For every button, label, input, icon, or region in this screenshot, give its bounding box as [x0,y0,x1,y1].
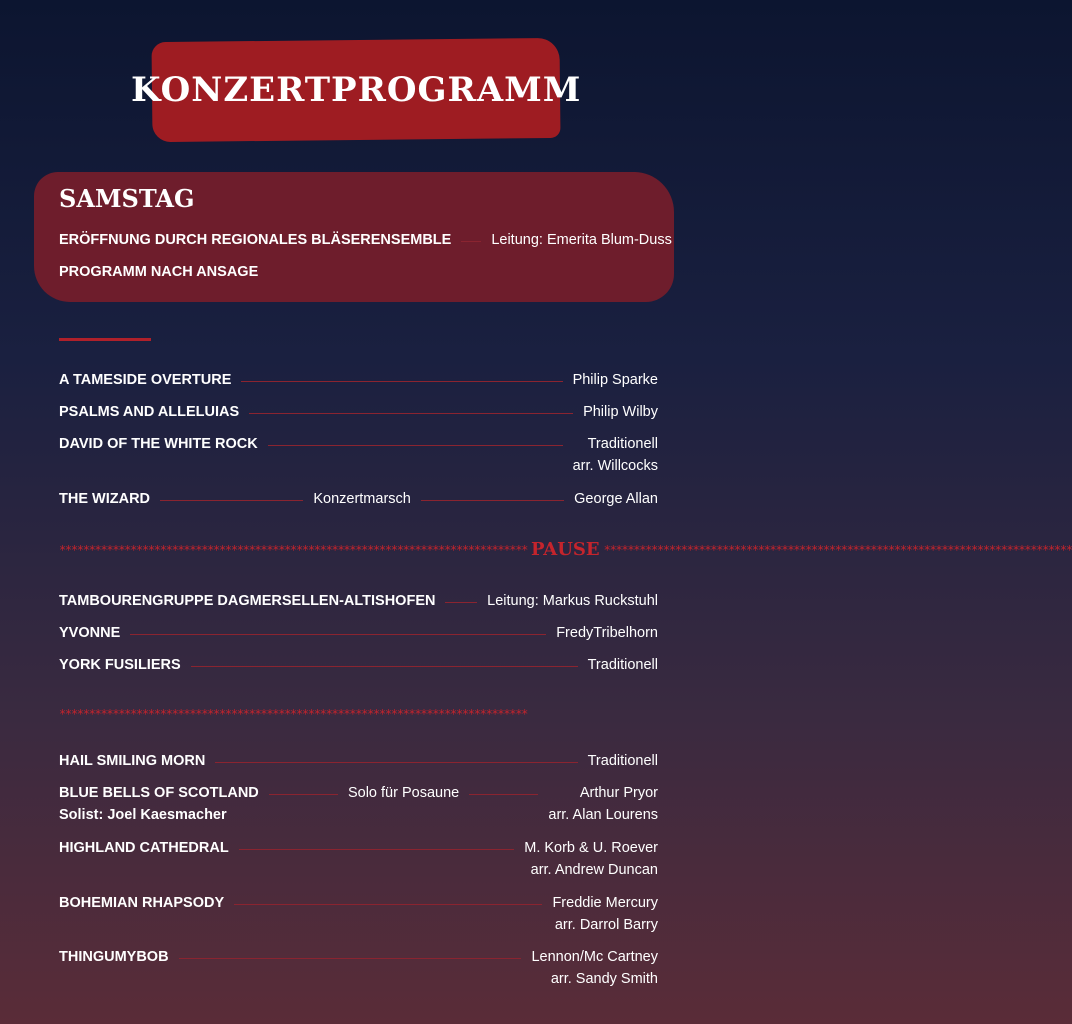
program-row [59,369,658,391]
piece-title: THE WIZARD [59,491,151,507]
leader-line [268,445,563,446]
program-row [59,837,658,881]
arranger: arr. Andrew Duncan [530,862,658,878]
piece-title: YVONNE [59,625,121,641]
arranger: arr. Willcocks [572,458,658,474]
piece-title: BOHEMIAN RHAPSODY [59,895,225,911]
composer: Lennon/Mc Cartney [531,949,658,965]
piece-title: DAVID OF THE WHITE ROCK [59,436,258,452]
leader-line [239,849,515,850]
program-row [59,261,658,283]
piece-genre: Konzertmarsch [313,491,411,507]
program-row [59,892,658,936]
star-row-left: ******************************************************************************* [59,543,528,557]
piece-title-block [59,782,259,826]
piece-credit [548,782,658,826]
piece-credit: Leitung: Markus Ruckstuhl [487,593,658,609]
leader-line [179,958,522,959]
piece-title: PROGRAMM NACH ANSAGE [59,264,259,280]
piece-genre: Solo für Posaune [347,785,460,801]
program-row [59,488,658,510]
leader-line [249,413,573,414]
leader-line [445,602,477,603]
piece-title: A TAMESIDE OVERTURE [59,372,232,388]
pause-label: PAUSE [531,539,600,560]
piece-credit: George Allan [574,491,658,507]
star-row-right: ******************************************************************************* [603,543,1072,557]
piece-title: HAIL SMILING MORN [59,753,206,769]
piece-title: ERÖFFNUNG DURCH REGIONALES BLÄSERENSEMBLE [59,232,452,248]
piece-title: THINGUMYBOB [59,949,169,965]
piece-title: PSALMS AND ALLELUIAS [59,404,240,420]
program-row [59,750,658,772]
piece-title: HIGHLAND CATHEDRAL [59,840,229,856]
title-banner [130,38,582,142]
arranger: arr. Alan Lourens [548,807,659,823]
piece-credit [524,837,658,881]
page-title: KONZERTPROGRAMM [130,69,582,110]
leader-line [469,794,538,795]
leader-line [191,666,578,667]
piece-credit [531,946,658,990]
piece-credit: Philip Sparke [572,372,658,388]
star-divider [59,707,658,721]
program-row [59,946,658,990]
piece-title: BLUE BELLS OF SCOTLAND [59,785,259,801]
program-row [59,229,672,251]
piece-credit: FredyTribelhorn [556,625,658,641]
star-row: ******************************************************************************* [59,707,528,721]
program-row [59,401,658,423]
piece-credit: Traditionell [587,657,658,673]
program-row [59,433,658,477]
piece-credit: Leitung: Emerita Blum-Duss [491,232,672,248]
arranger: arr. Darrol Barry [554,917,658,933]
composer: M. Korb & U. Roever [524,840,658,856]
piece-credit [573,433,658,477]
leader-line [130,634,546,635]
piece-title: YORK FUSILIERS [59,657,181,673]
leader-line [461,241,481,242]
program-row [59,622,658,644]
composer: Arthur Pryor [579,785,659,801]
pause-divider [59,539,1072,560]
leader-line [421,500,564,501]
leader-line [160,500,303,501]
piece-credit [552,892,658,936]
leader-line [215,762,577,763]
composer: Traditionell [587,436,658,452]
arranger: arr. Sandy Smith [550,971,658,987]
soloist: Solist: Joel Kaesmacher [59,807,227,823]
leader-line [241,381,562,382]
leader-line [234,904,542,905]
program-row [59,654,658,676]
piece-credit: Traditionell [587,753,658,769]
saturday-heading: SAMSTAG [59,184,195,213]
leader-line [269,794,338,795]
piece-title: TAMBOURENGRUPPE DAGMERSELLEN-ALTISHOFEN [59,593,436,609]
section-divider [59,338,151,341]
composer: Freddie Mercury [552,895,658,911]
program-row [59,782,658,826]
program-row [59,590,658,612]
piece-credit: Philip Wilby [583,404,658,420]
